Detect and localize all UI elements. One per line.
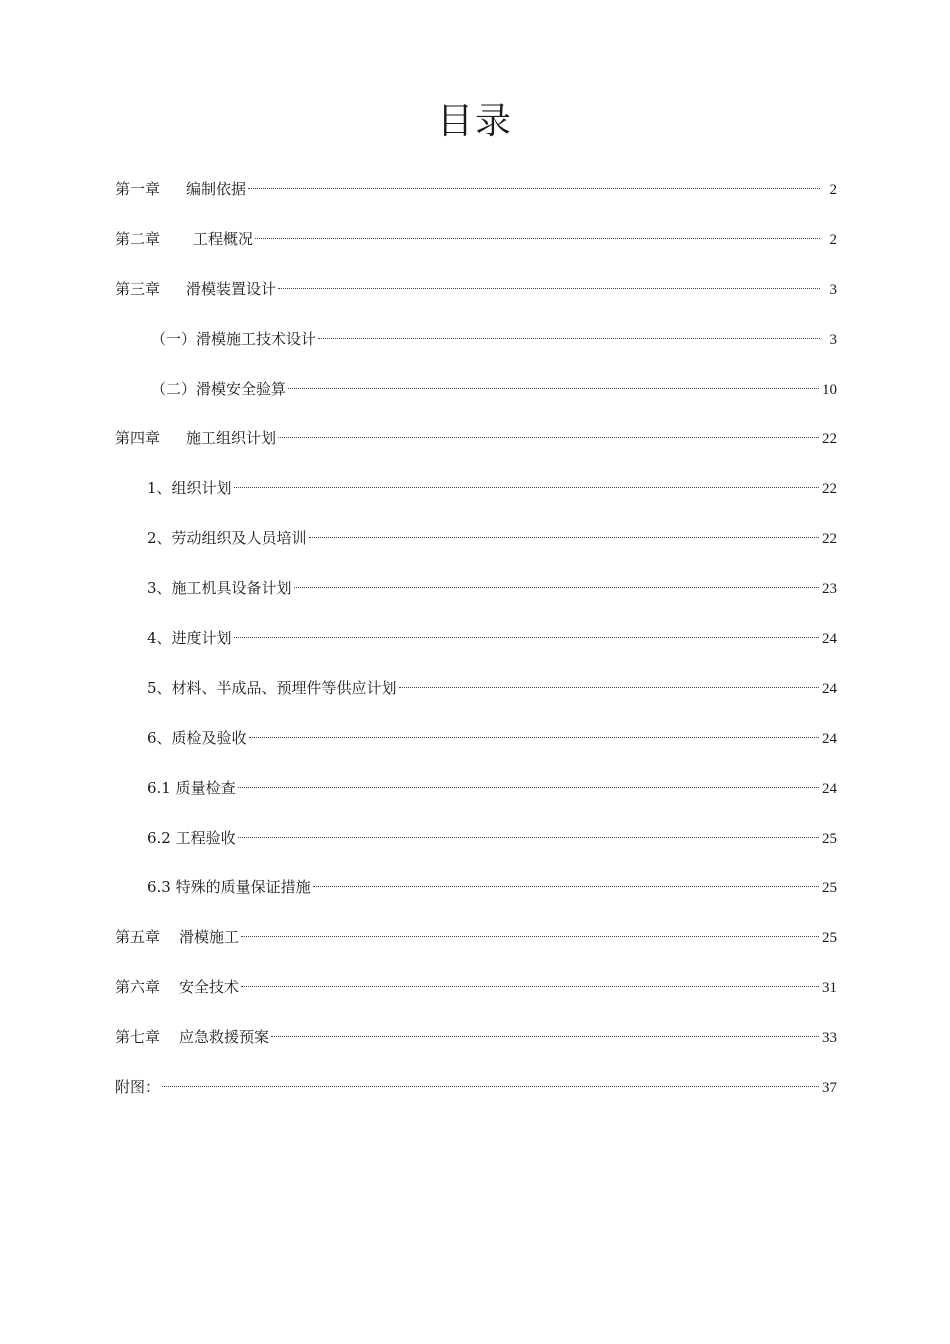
toc-entry-section-4-3[interactable] (115, 575, 837, 625)
toc-entry-section-3-1[interactable] (115, 326, 837, 376)
table-of-contents (115, 176, 837, 1124)
page-number: 24 (822, 730, 837, 747)
dot-leader (238, 787, 819, 788)
toc-entry-section-4-6[interactable] (115, 725, 837, 775)
toc-entry-appendix[interactable] (115, 1074, 837, 1124)
page-number: 3 (829, 281, 837, 298)
page-number: 22 (822, 481, 837, 498)
toc-entry-section-6-3[interactable] (115, 874, 837, 924)
toc-entry-label (115, 226, 253, 252)
entry-text: 工程概况 (193, 229, 254, 248)
chapter-number: 第四章 (115, 429, 161, 448)
toc-entry-chapter-2[interactable] (115, 226, 837, 276)
toc-entry-chapter-7[interactable] (115, 1024, 837, 1074)
toc-entry-label (115, 176, 246, 202)
dot-leader (271, 1036, 819, 1037)
entry-text: 施工组织计划 (186, 429, 277, 448)
toc-entry-label (115, 974, 239, 1000)
dot-leader (278, 288, 820, 289)
toc-entry-label (115, 924, 239, 950)
dot-leader (255, 238, 820, 239)
page-number: 31 (822, 980, 837, 997)
dot-leader (162, 1086, 819, 1087)
page-number: 25 (822, 880, 837, 897)
entry-text: 应急救援预案 (179, 1028, 270, 1047)
dot-leader (241, 936, 819, 937)
page-number: 24 (822, 680, 837, 697)
entry-text: 附图： (115, 1078, 161, 1097)
dot-leader (318, 338, 820, 339)
toc-entry-chapter-6[interactable] (115, 974, 837, 1024)
page-number: 10 (822, 381, 837, 398)
entry-text: （一）滑模施工技术设计 (151, 329, 317, 348)
entry-text: 2、劳动组织及人员培训 (147, 529, 307, 548)
toc-entry-label (115, 276, 276, 302)
dot-leader (294, 587, 819, 588)
toc-entry-chapter-3[interactable] (115, 276, 837, 326)
dot-leader (238, 837, 819, 838)
toc-entry-section-6-2[interactable] (115, 825, 837, 875)
dot-leader (234, 487, 819, 488)
chapter-number: 第六章 (115, 978, 161, 997)
entry-text: 编制依据 (186, 180, 247, 198)
page-number: 33 (822, 1030, 837, 1047)
dot-leader (241, 986, 819, 987)
entry-text: 6.1 质量检查 (147, 778, 236, 797)
chapter-number: 第二章 (115, 229, 161, 248)
page-number: 24 (822, 780, 837, 797)
page-number: 22 (822, 531, 837, 548)
entry-text: 1、组织计划 (147, 479, 232, 498)
toc-entry-chapter-5[interactable] (115, 924, 837, 974)
dot-leader (288, 388, 819, 389)
page-number: 25 (822, 830, 837, 847)
dot-leader (234, 637, 819, 638)
page-number: 37 (822, 1080, 837, 1097)
entry-text: 4、进度计划 (147, 629, 232, 648)
entry-text: 6.2 工程验收 (147, 828, 236, 847)
chapter-number: 第一章 (115, 180, 161, 198)
dot-leader (248, 188, 820, 189)
dot-leader (399, 687, 819, 688)
toc-entry-chapter-4[interactable] (115, 425, 837, 475)
toc-entry-section-4-5[interactable] (115, 675, 837, 725)
toc-entry-label (115, 1024, 269, 1050)
entry-text: 5、材料、半成品、预埋件等供应计划 (147, 678, 397, 697)
dot-leader (313, 886, 819, 887)
entry-text: 3、施工机具设备计划 (147, 579, 292, 598)
page-number: 2 (829, 182, 837, 198)
chapter-number: 第三章 (115, 279, 161, 298)
dot-leader (309, 537, 819, 538)
page-number: 3 (829, 331, 837, 348)
toc-entry-section-4-1[interactable] (115, 475, 837, 525)
entry-text: 6、质检及验收 (147, 728, 247, 747)
toc-title: 目录 (436, 101, 513, 142)
entry-text: 滑模装置设计 (186, 279, 277, 298)
toc-entry-section-3-2[interactable] (115, 376, 837, 426)
dot-leader (249, 737, 819, 738)
page-number: 25 (822, 930, 837, 947)
page-number: 2 (829, 231, 837, 248)
entry-text: 滑模施工 (179, 928, 240, 947)
toc-entry-section-6-1[interactable] (115, 775, 837, 825)
toc-entry-label (115, 425, 276, 451)
entry-text: 6.3 特殊的质量保证措施 (147, 878, 311, 897)
toc-entry-section-4-4[interactable] (115, 625, 837, 675)
page-number: 22 (822, 431, 837, 448)
toc-entry-chapter-1[interactable] (115, 176, 837, 226)
entry-text: 安全技术 (179, 978, 240, 997)
page-number: 24 (822, 631, 837, 648)
entry-text: （二）滑模安全验算 (151, 379, 287, 398)
page-number: 23 (822, 581, 837, 598)
chapter-number: 第五章 (115, 928, 161, 947)
toc-entry-section-4-2[interactable] (115, 525, 837, 575)
chapter-number: 第七章 (115, 1028, 161, 1047)
dot-leader (278, 437, 819, 438)
